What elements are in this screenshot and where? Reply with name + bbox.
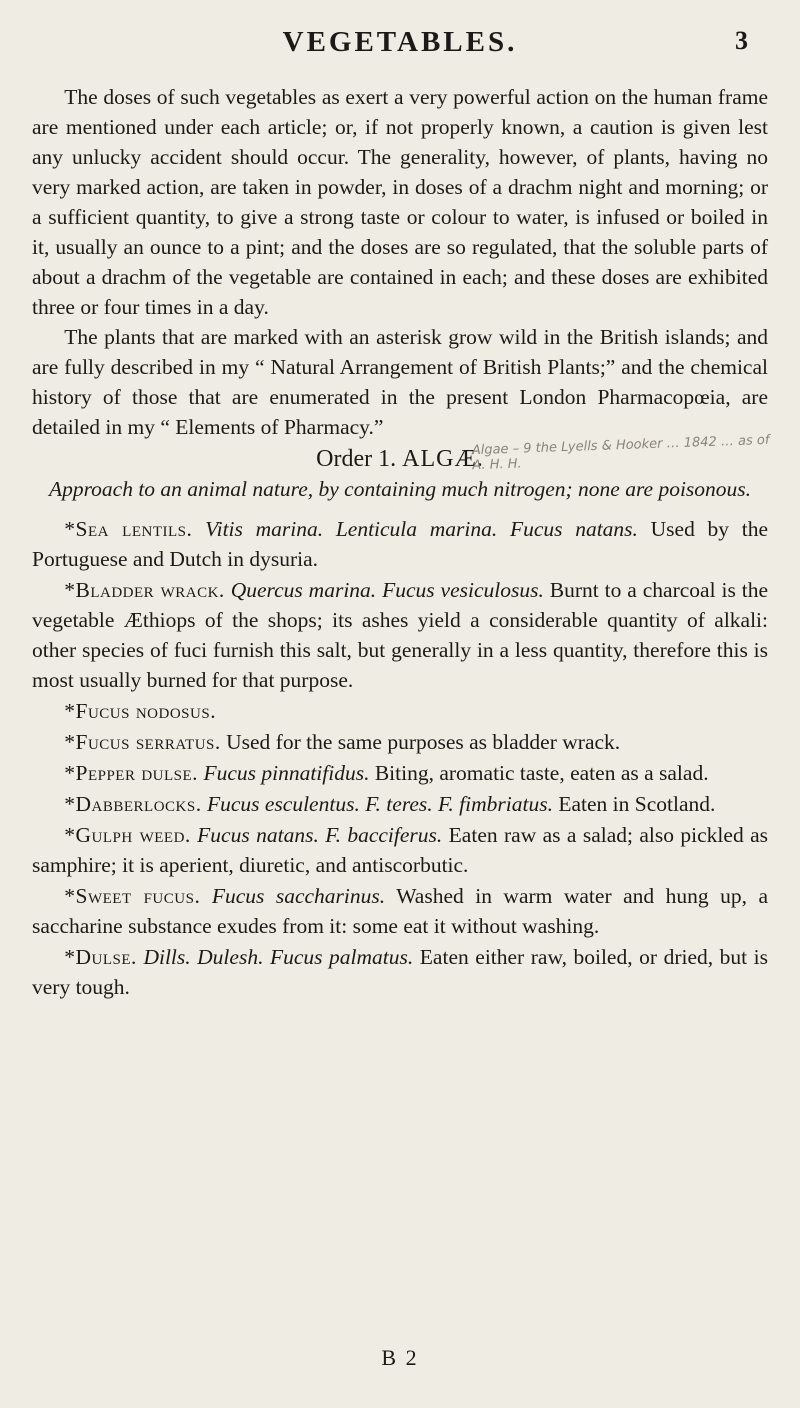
intro-paragraph: The doses of such vegetables as exert a very powerful action on the human frame are mentioned under each article; or, if not properly known, a caution is given lest any unlucky accident should occur. The generality, however, of plants, having no very marked action, are taken in powder, in doses of a drachm night and morning; or a sufficient quantity, to give a strong taste or colour to water, is infused or boiled in it, usually an ounce to a pint; and the doses are so regulated, that the soluble parts of about a drachm of the vegetable are contained in each; and these doses are exhibited three or four times in a day. — [32, 85, 768, 319]
entry-fucus-nodosus — [32, 696, 768, 726]
entry-name: *Bladder wrack. — [64, 578, 225, 602]
order-label: Order 1. — [316, 446, 397, 472]
order-heading — [32, 432, 770, 474]
page-number: 3 — [735, 26, 748, 55]
entry-dulse — [32, 942, 768, 1002]
entry-name: *Sweet fucus. — [64, 884, 201, 908]
running-title: VEGETABLES. — [282, 26, 518, 58]
entry-latin: Quercus marina. Fucus vesiculosus. — [230, 578, 544, 602]
entry-text: Eaten in Scotland. — [558, 792, 716, 816]
entry-latin: Vitis marina. Lenticula marina. Fucus natans. — [205, 517, 638, 541]
entry-bladder-wrack — [32, 575, 768, 695]
entry-gulph-weed — [32, 820, 768, 880]
order-description: Approach to an animal nature, by containing much nitrogen; none are poisonous. — [48, 477, 752, 501]
entry-text: Eaten either raw, boiled, or dried, but is very tough. — [32, 945, 768, 999]
entry-sweet-fucus — [32, 881, 768, 941]
entry-name: *Pepper dulse. — [64, 761, 199, 785]
signature-mark: B 2 — [381, 1345, 419, 1370]
running-head — [0, 26, 800, 66]
entry-name: *Fucus nodosus. — [64, 699, 217, 723]
body-text — [32, 82, 768, 1002]
entry-text: Biting, aromatic taste, eaten as a salad. — [374, 761, 709, 785]
entry-text: Used by the Portuguese and Dutch in dysuria. — [32, 517, 769, 571]
order-name: ALGÆ. — [402, 446, 484, 472]
entry-name: *Dulse. — [64, 945, 137, 969]
entry-latin: Fucus natans. F. bacciferus. — [197, 823, 443, 847]
entry-latin: Fucus saccharinus. — [211, 884, 386, 908]
entry-pepper-dulse — [32, 758, 768, 788]
entry-latin: Fucus esculentus. F. teres. F. fimbriatus. — [206, 792, 553, 816]
entry-sea-lentils — [32, 514, 768, 574]
asterisk-note-paragraph: The plants that are marked with an asterisk grow wild in the British islands; and are fully described in my “ Natural Arrangement of British Plants;” and the chemical history of those that are enumerated in the present London Pharmacopœia, are detailed in my “ Elements of Pharmacy.” — [32, 325, 768, 439]
entry-dabberlocks — [32, 789, 768, 819]
entry-text: Washed in warm water and hung up, a saccharine substance exudes from it: some eat it without washing. — [32, 884, 768, 938]
handwritten-annotation: Algae – 9 the Lyells & Hooker … 1842 … as of A. H. H. — [471, 432, 770, 474]
entry-text: Used for the same purposes as bladder wrack. — [226, 730, 621, 754]
entry-latin: Fucus pinnatifidus. — [203, 761, 370, 785]
entry-text: Eaten raw as a salad; also pickled as samphire; it is aperient, diuretic, and antiscorbutic. — [32, 823, 768, 877]
entry-fucus-serratus — [32, 727, 768, 757]
entry-text: Burnt to a charcoal is the vegetable Æthiops of the shops; its ashes yield a considerable quantity of alkali: other species of fuci furnish this salt, but generally in a less quantity, therefore this is most usually burned for that purpose. — [32, 578, 769, 692]
entry-latin: Dills. Dulesh. Fucus palmatus. — [143, 945, 414, 969]
entry-name: *Dabberlocks. — [64, 792, 202, 816]
entry-name: *Fucus serratus. — [64, 730, 221, 754]
entry-name: *Gulph weed. — [64, 823, 191, 847]
entry-name: *Sea lentils. — [64, 517, 193, 541]
